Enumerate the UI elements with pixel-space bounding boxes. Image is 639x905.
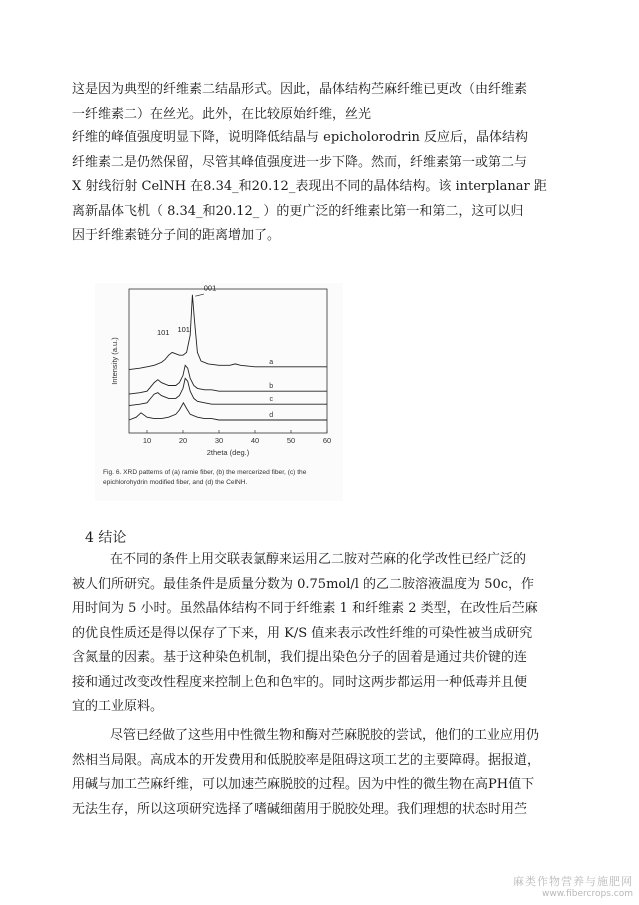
text-line: 被人们所研究。最佳条件是质量分数为 0.75mol/l 的乙二胺溶液温度为 50c，作: [72, 576, 535, 592]
series-line-c: [129, 378, 327, 405]
series-label-a: a: [269, 358, 274, 366]
text-line: 的优良性质还是得以保存了下来，用 K/S 值来表示改性纤维的可染性被当成研究: [72, 625, 533, 641]
text-line: 纤维素二是仍然保留，尽管其峰值强度进一步下降。然而，纤维素第一或第二与: [72, 154, 528, 170]
xrd-chart: [95, 283, 343, 468]
peak-label-101-right: 101: [177, 325, 190, 335]
x-tick-label: 40: [250, 436, 260, 445]
text-line: 宜的工业原料。: [72, 699, 164, 714]
x-tick-label: 20: [178, 436, 188, 445]
xrd-figure: [95, 283, 343, 501]
text-line: 这是因为典型的纤维素二结晶形式。因此，晶体结构苎麻纤维已更改（由纤维素: [72, 82, 528, 97]
x-tick-label: 50: [286, 436, 296, 445]
peak-leader-001: [195, 294, 204, 296]
text-line: 尽管已经做了这些用中性微生物和酶对苎麻脱胶的尝试，他们的工业应用仍: [110, 728, 540, 743]
paragraph-2: [72, 126, 558, 249]
text-line: 离新晶体飞机（ 8.34_和20.12_ ）的更广泛的纤维素比第一和第二，这可以归: [72, 203, 524, 219]
text-line: 接和通过改变改性程度来控制上色和色牢的。同时这两步都运用一种低毒并且便: [72, 674, 528, 690]
series-label-b: b: [269, 383, 274, 391]
series-line-d: [129, 403, 327, 420]
plot-frame: [129, 289, 327, 433]
paragraph-3: [72, 548, 558, 720]
text-line: 无法生存，所以这项研究选择了嗜碱细菌用于脱胶处理。我们理想的状态时用苎: [72, 801, 528, 817]
text-line: 在不同的条件上用交联表氯醇来运用乙二胺对苎麻的化学改性已经广泛的: [110, 552, 527, 567]
paragraph-1: [72, 78, 558, 127]
series-line-b: [129, 365, 327, 394]
text-line: 含氮量的因素。基于这种染色机制，我们提出染色分子的固着是通过共价键的连: [72, 650, 528, 665]
y-axis-label: Intensity (a.u.): [110, 337, 119, 385]
text-line: 一纤维素二）在丝光。此外，在比较原始纤维，丝光: [72, 106, 372, 122]
site-watermark: [513, 873, 633, 899]
x-axis-label: 2theta (deg.): [206, 448, 250, 457]
section-heading: 4 结论: [85, 530, 127, 546]
peak-label-001: 001: [203, 283, 217, 293]
peak-label-101-left: 101: [156, 328, 170, 338]
text-line: 用时间为 5 小时。虽然晶体结构不同于纤维素 1 和纤维素 2 类型，在改性后苎麻: [72, 601, 538, 616]
series-label-d: d: [269, 412, 274, 420]
series-label-c: c: [269, 396, 273, 404]
text-line: 用碱与加工苎麻纤维，可以加速苎麻脱胶的过程。因为中性的微生物在高PH值下: [72, 777, 535, 792]
text-line: 因于纤维素链分子间的距离增加了。: [72, 228, 281, 243]
x-tick-label: 30: [214, 436, 224, 445]
x-tick-label: 60: [322, 436, 332, 445]
text-line: X 射线衍射 CelNH 在8.34_和20.12_表现出不同的晶体结构。该 interplanar 距: [72, 179, 547, 194]
text-line: 然相当局限。高成本的开发费用和低脱胶率是阻碍这项工艺的主要障碍。据报道，: [72, 752, 541, 768]
caption-line: epichlorohydrin modified fiber, and (d) the CelNH.: [103, 478, 248, 486]
text-line: 纤维的峰值强度明显下降，说明降低结晶与 epicholorodrin 反应后，晶体结构: [72, 130, 529, 145]
watermark-url: www.fibercrops.com: [542, 889, 633, 899]
paragraph-4: [72, 724, 558, 822]
caption-line: Fig. 6. XRD patterns of (a) ramie fiber, (b) the mercerized fiber, (c) the: [103, 469, 307, 476]
x-tick-label: 10: [142, 436, 152, 445]
watermark-title: 麻类作物营养与施肥网: [513, 875, 633, 888]
figure-caption: [103, 468, 343, 487]
